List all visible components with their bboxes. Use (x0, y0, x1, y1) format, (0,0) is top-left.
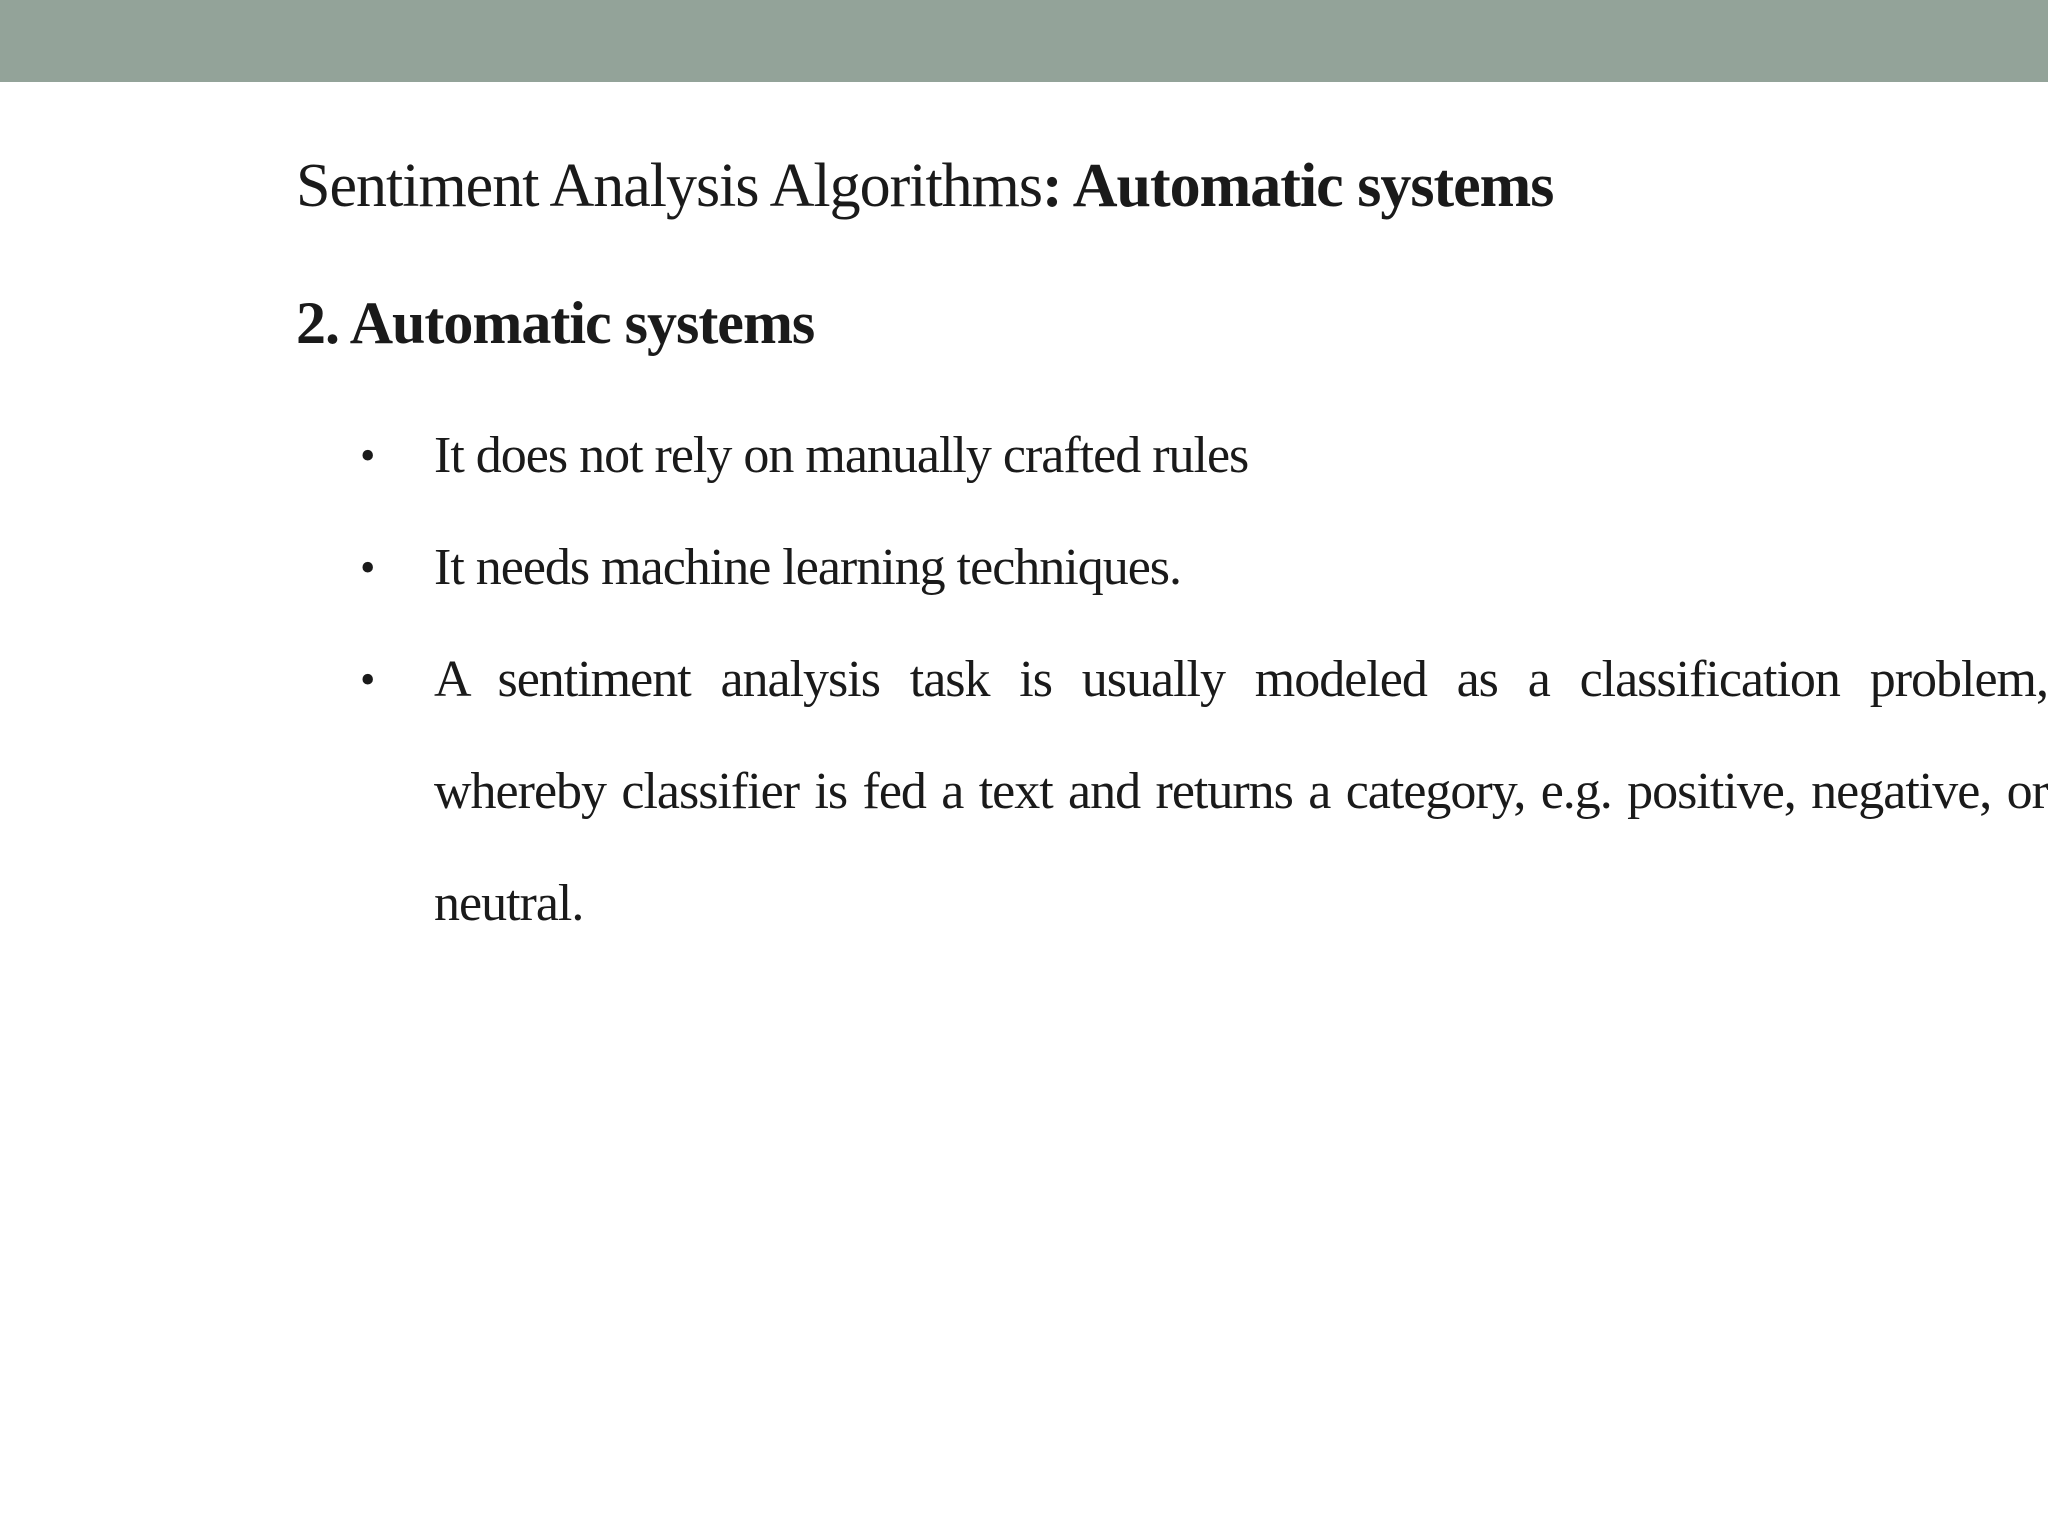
bullet-item (360, 400, 2048, 512)
bullet-list (360, 400, 2048, 960)
bullet-item (360, 624, 2048, 960)
title-bold-part: : Automatic systems (1042, 152, 1554, 220)
bullet-item (360, 512, 2048, 624)
bullet-text: A sentiment analysis task is usually modeled as a classification problem, whereby classifier is fed a text and returns a category, e.g. positive, negative, or neutral. (434, 651, 2048, 932)
bullet-text: It does not rely on manually crafted rules (434, 427, 1249, 484)
bullet-dot-icon: • (360, 655, 375, 704)
section-heading: 2. Automatic systems (296, 290, 815, 356)
bullet-text: It needs machine learning techniques. (434, 539, 1182, 596)
top-band (0, 0, 2048, 82)
slide-title (296, 150, 1553, 222)
bullet-dot-icon: • (360, 431, 375, 480)
title-regular-part: Sentiment Analysis Algorithms (296, 152, 1043, 220)
bullet-dot-icon: • (360, 543, 375, 592)
